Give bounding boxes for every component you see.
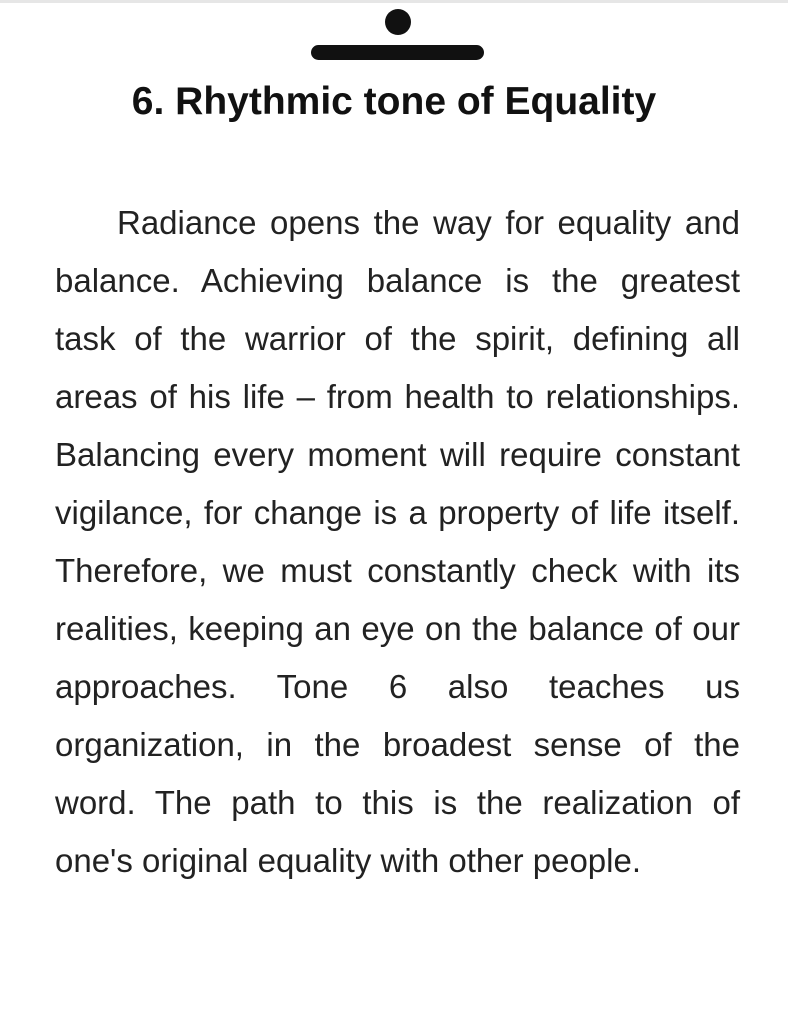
body-paragraph: Radiance opens the way for equality and balance. Achieving balance is the greatest task of the warrior of the spirit, defining all areas of his life – from health to relationships. Balancing every moment will require constant vigilance, for change is a property of life itself. Therefore, we must constantly check with its realities, keeping an eye on the balance of our approaches. Tone 6 also teaches us organization, in the broadest sense of the word. The path to this is the realization of one's original equality with other people. [55,204,740,879]
dot-over-bar-numeral-icon [0,0,788,70]
dot-shape [385,9,411,35]
page-title: 6. Rhythmic tone of Equality [131,80,657,123]
bar-shape [311,45,484,60]
